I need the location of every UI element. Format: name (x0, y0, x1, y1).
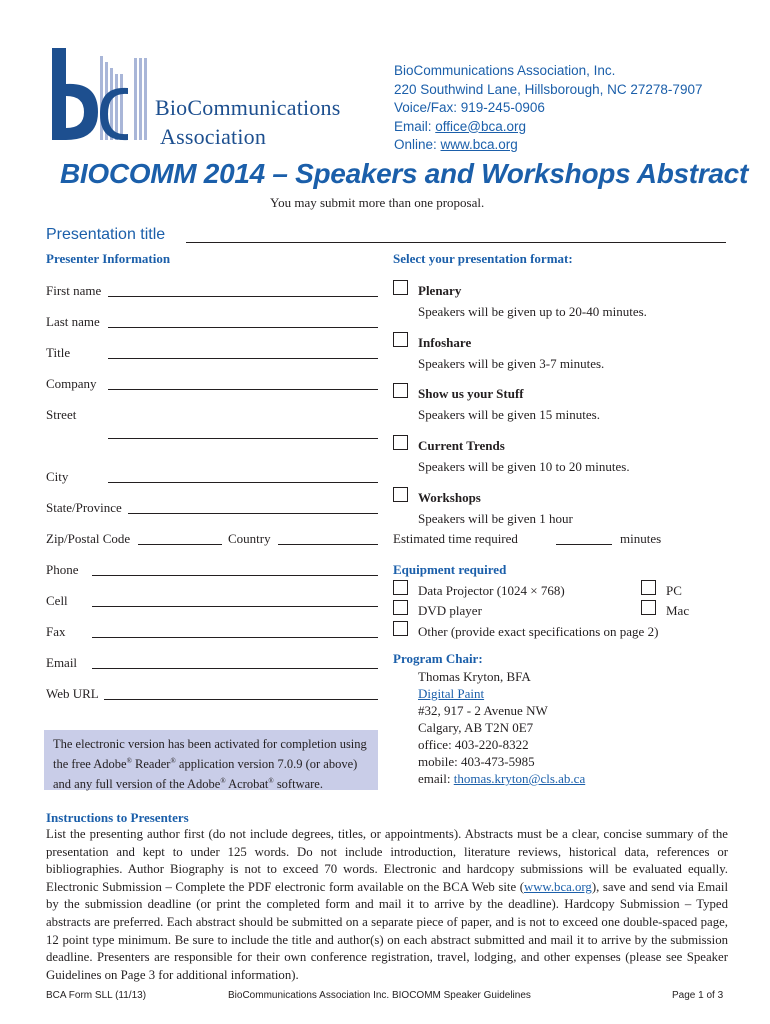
current-trends-checkbox[interactable] (393, 435, 408, 450)
chair-email-label: email: (418, 771, 454, 786)
notice-reg1: ® (126, 757, 132, 765)
data-projector-label: Data Projector (1024 × 768) (418, 583, 565, 598)
zip-label: Zip/Postal Code (46, 531, 131, 546)
equipment-heading: Equipment required (393, 562, 507, 577)
estimated-time-field[interactable] (556, 544, 612, 545)
chair-email-link[interactable]: thomas.kryton@cls.ab.ca (453, 771, 586, 786)
org-name-line1: BioCommunications (155, 95, 341, 120)
dvd-player-label: DVD player (418, 603, 482, 618)
adobe-notice (44, 730, 378, 790)
program-chair-block (418, 668, 585, 787)
phone-label: Phone (46, 562, 79, 577)
other-equipment-label: Other (provide exact specifications on page 2) (418, 624, 659, 639)
workshops-checkbox[interactable] (393, 487, 408, 502)
notice-part3: application version 7.0.9 (or above) and any full version of the Adobe (53, 757, 358, 792)
first-name-field[interactable] (108, 296, 378, 297)
instructions-text-2: ), save and send via Email by the submission deadline (or print the completed form and mail it to arrive by the deadline). Hardcopy Submission – Typed abstracts are preferred. Each abstract should be submitted on a separate piece of paper, and is not to exceed one double-spaced page, 12 point type minimum. Be sure to include the title and author(s) on each abstract submitted and mail it to arrive by the submission deadline. Presenters are responsible for their own conference registration, travel, lodging, and other expenses (please see Speaker Guidelines on Page 3 for additional information). (46, 879, 728, 982)
city-label: City (46, 469, 69, 484)
dvd-player-checkbox[interactable] (393, 600, 408, 615)
workshops-title: Workshops (418, 490, 481, 505)
org-contact-email-row (394, 118, 702, 137)
pc-label: PC (666, 583, 682, 598)
current-trends-desc: Speakers will be given 10 to 20 minutes. (418, 459, 630, 474)
org-name-line2: Association (160, 124, 267, 149)
state-field[interactable] (128, 513, 378, 514)
estimated-time-label: Estimated time required (393, 531, 518, 546)
web-url-field[interactable] (104, 699, 378, 700)
presentation-title-label: Presentation title (46, 226, 166, 243)
notice-part1: The electronic version has been activated for completion using the free Adobe (53, 737, 367, 772)
org-contact-email-link[interactable]: office@bca.org (435, 118, 527, 134)
chair-mobile: mobile: 403-473-5985 (418, 754, 535, 769)
city-field[interactable] (108, 482, 378, 483)
org-contact-address: 220 Southwind Lane, Hillsborough, NC 27278-7907 (394, 81, 703, 97)
data-projector-checkbox[interactable] (393, 580, 408, 595)
country-field[interactable] (278, 544, 378, 545)
title-label: Title (46, 345, 71, 360)
program-chair-heading: Program Chair: (393, 651, 483, 666)
show-us-your-stuff-desc: Speakers will be given 15 minutes. (418, 407, 600, 422)
chair-email-row (418, 770, 585, 787)
email-field[interactable] (92, 668, 378, 669)
email-label: Email (46, 655, 78, 670)
minutes-label: minutes (620, 531, 662, 546)
instructions-heading: Instructions to Presenters (46, 810, 189, 825)
org-contact-online-label: Online: (394, 137, 441, 152)
infoshare-checkbox[interactable] (393, 332, 408, 347)
street-label: Street (46, 407, 77, 422)
mac-checkbox[interactable] (641, 600, 656, 615)
chair-office: office: 403-220-8322 (418, 737, 529, 752)
infoshare-desc: Speakers will be given 3-7 minutes. (418, 356, 605, 371)
bca-logo (48, 44, 152, 148)
plenary-desc: Speakers will be given up to 20-40 minutes. (418, 304, 647, 319)
last-name-field[interactable] (108, 327, 378, 328)
notice-part4: Acrobat (225, 777, 269, 792)
phone-field[interactable] (92, 575, 378, 576)
org-contact-online-link[interactable]: www.bca.org (440, 137, 518, 152)
fax-label: Fax (46, 624, 66, 639)
notice-reg4: ® (268, 777, 274, 786)
other-equipment-checkbox[interactable] (393, 621, 408, 636)
company-label: Company (46, 376, 97, 391)
fax-field[interactable] (92, 637, 378, 638)
country-label: Country (228, 531, 271, 546)
show-us-your-stuff-title: Show us your Stuff (418, 386, 524, 401)
presenter-heading: Presenter Information (46, 251, 171, 266)
current-trends-title: Current Trends (418, 438, 505, 453)
mac-label: Mac (666, 603, 690, 618)
chair-address1: #32, 917 - 2 Avenue NW (418, 703, 548, 718)
chair-address2: Calgary, AB T2N 0E7 (418, 720, 534, 735)
street-field[interactable] (108, 438, 378, 439)
bca-logo-mark (48, 44, 152, 148)
last-name-label: Last name (46, 314, 100, 329)
instructions-bca-link[interactable]: www.bca.org (523, 879, 592, 894)
org-contact-name: BioCommunications Association, Inc. (394, 63, 616, 78)
workshops-desc: Speakers will be given 1 hour (418, 511, 573, 526)
org-contact-online-row (394, 136, 702, 155)
notice-reg3: ® (220, 777, 226, 786)
show-us-your-stuff-checkbox[interactable] (393, 383, 408, 398)
presentation-title-field[interactable] (186, 242, 726, 243)
company-field[interactable] (108, 389, 378, 390)
chair-name: Thomas Kryton, BFA (418, 669, 531, 684)
instructions-text-1: List the presenting author first (do not include degrees, titles, or appointments). Abstracts must be a clear, concise summary of the presentation and kept to under 125 words. Do not include introduction, literature reviews, historical data, references or bibliographies. Author Biography is not to exceed 70 words. Electronic and hardcopy submissions will be evaluated equally. Electronic Submission – Complete the PDF electronic form available on the BCA Web site ( (46, 827, 728, 894)
org-contact-email-label: Email: (394, 118, 436, 134)
instructions-body (46, 826, 728, 984)
cell-label: Cell (46, 593, 68, 608)
pc-checkbox[interactable] (641, 580, 656, 595)
notice-part5: software. (273, 777, 323, 792)
footer-center: BioCommunications Association Inc. BIOCOMM Speaker Guidelines (228, 990, 531, 1001)
footer-page-number: Page 1 of 3 (672, 990, 724, 1001)
infoshare-title: Infoshare (418, 335, 472, 350)
first-name-label: First name (46, 283, 102, 298)
zip-field[interactable] (138, 544, 222, 545)
notice-part2: Reader (131, 757, 171, 772)
page-title: BIOCOMM 2014 – Speakers and Workshops Abstract (60, 158, 748, 189)
state-label: State/Province (46, 500, 122, 515)
notice-reg2: ® (170, 757, 176, 765)
title-field[interactable] (108, 358, 378, 359)
web-url-label: Web URL (46, 686, 99, 701)
org-contact-phone: Voice/Fax: 919-245-0906 (394, 100, 545, 115)
plenary-title: Plenary (418, 283, 462, 298)
cell-field[interactable] (92, 606, 378, 607)
format-heading: Select your presentation format: (393, 251, 573, 266)
chair-company-link[interactable]: Digital Paint (418, 686, 485, 701)
org-contact-block (394, 62, 702, 155)
plenary-checkbox[interactable] (393, 280, 408, 295)
page-subtitle: You may submit more than one proposal. (270, 195, 485, 210)
footer-form-id: BCA Form SLL (11/13) (46, 990, 147, 1001)
